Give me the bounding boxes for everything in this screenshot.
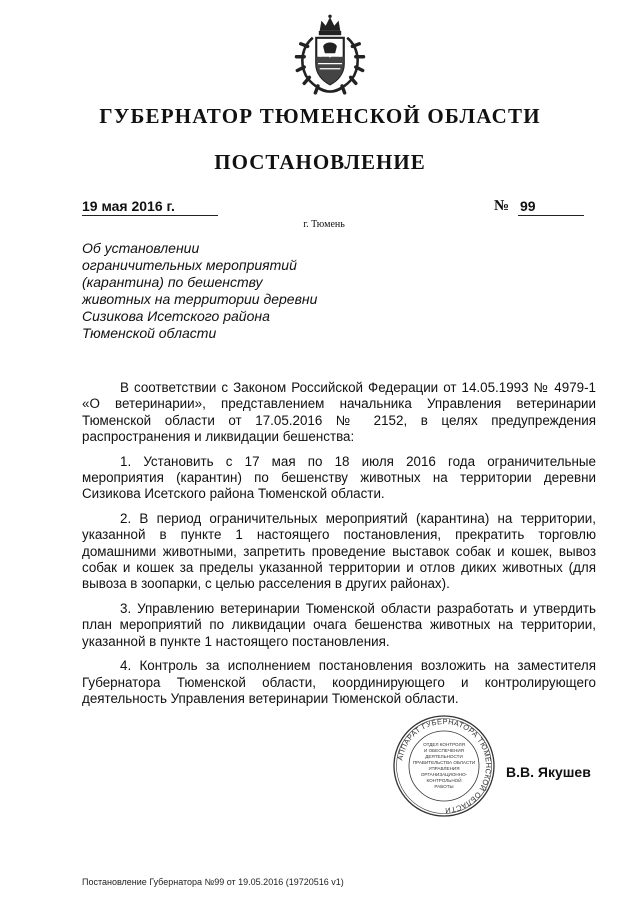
body-paragraph-4: 4. Контроль за исполнением постановления возложить на заместителя Губернатора Тюменской области, координирующего и контролирующего деятельность Управления ветеринарии Тюменской области. <box>82 658 596 706</box>
official-stamp <box>392 714 496 818</box>
document-footer: Постановление Губернатора №99 от 19.05.2016 (19720516 v1) <box>82 877 344 887</box>
stamp-inner-line: УПРАВЛЕНИЯ <box>428 766 460 771</box>
document-number-label: № <box>494 198 510 214</box>
stamp-inner-line: РАБОТЫ <box>434 784 454 789</box>
issuer-title: ГУБЕРНАТОР ТЮМЕНСКОЙ ОБЛАСТИ <box>99 104 541 128</box>
body-paragraph-preamble: В соответствии с Законом Российской Федерации от 14.05.1993 № 4979-1 «О ветеринарии», представлением начальника Управления ветеринарии Тюменской области от 17.05.2016 № 2152, в целях предупреждения распространения и ликвидации бешенства: <box>82 380 596 445</box>
signatory-name: В.В. Якушев <box>506 764 591 780</box>
document-subject <box>82 240 342 342</box>
stamp-outer-text: АППАРАТ ГУБЕРНАТОРА ТЮМЕНСКОЙ ОБЛАСТИ <box>395 716 494 816</box>
stamp-inner-line: КОНТРОЛЬНОЙ <box>426 778 462 783</box>
subject-line: животных на территории деревни <box>82 291 318 307</box>
document-city: г. Тюмень <box>303 219 345 230</box>
document-date: 19 мая 2016 г. <box>82 198 218 216</box>
stamp-inner-line: И ОБЕСПЕЧЕНИЯ <box>424 748 464 753</box>
body-paragraph-2: 2. В период ограничительных мероприятий (карантина) на территории, указанной в пункте 1 настоящего постановления, прекратить торговлю домашними животными, запретить проведение выставок собак и кошек, вывоз собак и кошек за пределы указанной территории и отлов диких животных (для вывоза в зоопарки, с целью расселения в других районах). <box>82 510 596 592</box>
document-body <box>82 380 596 715</box>
subject-line: ограничительных мероприятий <box>82 257 297 273</box>
stamp-inner-line: ОТДЕЛ КОНТРОЛЯ <box>423 742 465 747</box>
document-type-title: ПОСТАНОВЛЕНИЕ <box>214 150 426 174</box>
stamp-inner-line: ПРАВИТЕЛЬСТВА ОБЛАСТИ <box>412 760 476 765</box>
subject-line: Тюменской области <box>82 325 217 341</box>
subject-line: (карантина) по бешенству <box>82 274 263 290</box>
stamp-inner-line: ДЕЯТЕЛЬНОСТИ <box>425 754 463 759</box>
subject-line: Об установлении <box>82 240 200 256</box>
body-paragraph-1: 1. Установить с 17 мая по 18 июля 2016 года ограничительные мероприятия (карантин) по бешенству животных на территории деревни Сизикова Исетского района Тюменской области. <box>82 453 596 502</box>
subject-line: Сизикова Исетского района <box>82 308 270 324</box>
document-number: 99 <box>518 198 584 216</box>
stamp-inner-line: ОРГАНИЗАЦИОННО- <box>420 772 468 777</box>
body-paragraph-3: 3. Управлению ветеринарии Тюменской области разработать и утвердить план мероприятий по ликвидации очага бешенства животных на территории, указанной в пункте 1 настоящего постановления. <box>82 600 596 649</box>
coat-of-arms-emblem <box>287 12 373 98</box>
